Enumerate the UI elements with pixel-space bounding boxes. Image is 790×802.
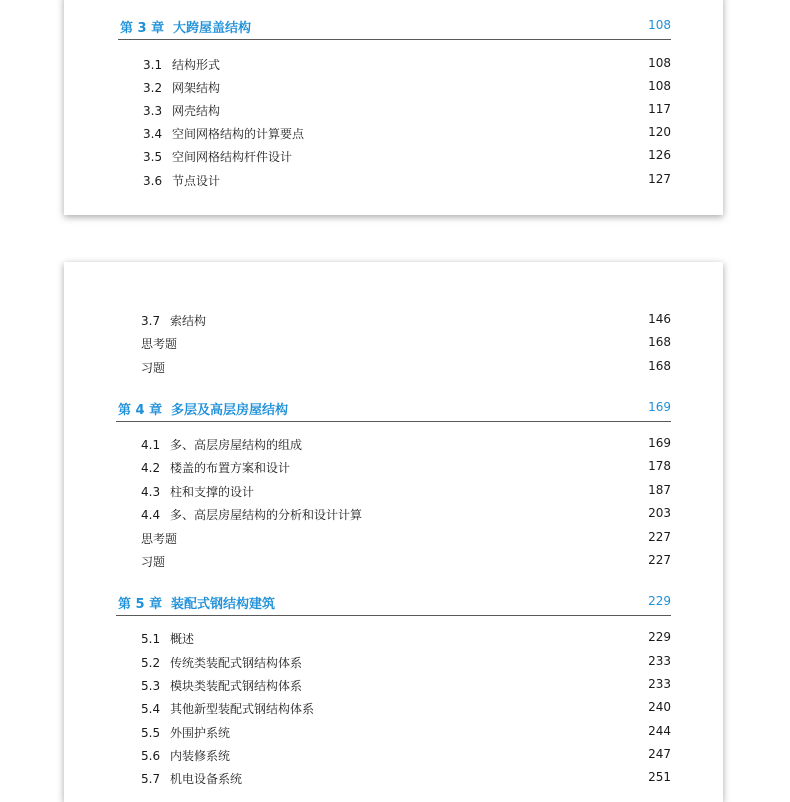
section-number: 3.3: [143, 104, 163, 118]
section-title: 习题: [141, 555, 166, 569]
section-page: 127: [648, 172, 671, 186]
section-title: 思考题: [141, 337, 178, 351]
section-title: 机电设备系统: [170, 772, 243, 786]
section-title: 结构形式: [172, 58, 221, 72]
section-number: 3.2: [143, 81, 163, 95]
section-number: 5.7: [141, 772, 161, 786]
toc-entry-3-7[interactable]: [64, 312, 723, 332]
section-page: 146: [648, 312, 671, 326]
chapter-page: 169: [648, 400, 671, 414]
section-number: 3.4: [143, 127, 163, 141]
section-title: 模块类装配式钢结构体系: [170, 679, 303, 693]
section-page: 168: [648, 359, 671, 373]
section-title: 内装修系统: [170, 749, 231, 763]
toc-entry-4-4[interactable]: [64, 506, 723, 526]
section-page: 117: [648, 102, 671, 116]
section-page: 229: [648, 630, 671, 644]
section-page: 178: [648, 459, 671, 473]
toc-entry-3-5[interactable]: [64, 148, 723, 168]
section-page: 187: [648, 483, 671, 497]
section-number: 5.5: [141, 726, 161, 740]
toc-entry-4-2[interactable]: [64, 459, 723, 479]
section-number: 3.6: [143, 174, 163, 188]
section-page: 233: [648, 677, 671, 691]
section-number: 4.2: [141, 461, 161, 475]
section-number: 5.1: [141, 632, 161, 646]
section-page: 203: [648, 506, 671, 520]
section-page: 227: [648, 530, 671, 544]
section-number: 5.2: [141, 656, 161, 670]
toc-entry-ch4-exercises[interactable]: [64, 553, 723, 573]
chapter-5-heading[interactable]: [116, 593, 671, 616]
chapter-3-heading: [118, 17, 671, 40]
toc-entry-ch3-exercises[interactable]: [64, 359, 723, 379]
chapter-title: 大跨屋盖结构: [173, 21, 252, 36]
section-title: 思考题: [141, 532, 178, 546]
chapter-number: 第 3 章: [120, 21, 165, 36]
toc-entry-5-1[interactable]: [64, 630, 723, 650]
section-number: 4.3: [141, 485, 161, 499]
section-page: 126: [648, 148, 671, 162]
section-page: 233: [648, 654, 671, 668]
section-number: 5.4: [141, 702, 161, 716]
toc-entry-3-3[interactable]: [64, 102, 723, 122]
section-title: 网架结构: [172, 81, 221, 95]
section-title: 空间网格结构杆件设计: [172, 150, 293, 164]
section-title: 楼盖的布置方案和设计: [170, 461, 291, 475]
toc-entry-5-7[interactable]: [64, 770, 723, 790]
section-page: 168: [648, 335, 671, 349]
chapter-4-heading[interactable]: [116, 399, 671, 422]
toc-entry-3-6[interactable]: [64, 172, 723, 192]
section-title: 空间网格结构的计算要点: [172, 127, 305, 141]
section-number: 3.1: [143, 58, 163, 72]
chapter-title: 多层及高层房屋结构: [171, 403, 289, 418]
section-page: 227: [648, 553, 671, 567]
section-title: 习题: [141, 361, 166, 375]
section-number: 5.3: [141, 679, 161, 693]
toc-entry-ch3-questions[interactable]: [64, 335, 723, 355]
toc-entry-5-3[interactable]: [64, 677, 723, 697]
section-page: 244: [648, 724, 671, 738]
section-page: 247: [648, 747, 671, 761]
toc-page-2: [64, 262, 723, 802]
toc-entry-3-4[interactable]: [64, 125, 723, 145]
section-title: 多、高层房屋结构的组成: [170, 438, 303, 452]
section-page: 240: [648, 700, 671, 714]
section-number: 3.5: [143, 150, 163, 164]
section-title: 索结构: [170, 314, 207, 328]
chapter-page: 229: [648, 594, 671, 608]
toc-entry-4-3[interactable]: [64, 483, 723, 503]
section-number: 5.6: [141, 749, 161, 763]
section-number: 3.7: [141, 314, 161, 328]
chapter-number: 第 4 章: [118, 403, 163, 418]
section-page: 108: [648, 79, 671, 93]
section-page: 120: [648, 125, 671, 139]
section-page: 108: [648, 56, 671, 70]
toc-entry-ch4-questions[interactable]: [64, 530, 723, 550]
toc-entry-4-1[interactable]: [64, 436, 723, 456]
section-title: 节点设计: [172, 174, 221, 188]
section-number: 4.4: [141, 508, 161, 522]
toc-entry-5-5[interactable]: [64, 724, 723, 744]
section-page: 251: [648, 770, 671, 784]
section-title: 柱和支撑的设计: [170, 485, 255, 499]
section-title: 概述: [170, 632, 195, 646]
chapter-number: 第 5 章: [118, 597, 163, 612]
chapter-title: 装配式钢结构建筑: [171, 597, 276, 612]
section-title: 外围护系统: [170, 726, 231, 740]
section-number: 4.1: [141, 438, 161, 452]
section-title: 传统类装配式钢结构体系: [170, 656, 303, 670]
toc-entry-3-1[interactable]: [64, 56, 723, 76]
section-page: 169: [648, 436, 671, 450]
section-title: 多、高层房屋结构的分析和设计计算: [170, 508, 363, 522]
toc-entry-5-2[interactable]: [64, 654, 723, 674]
toc-page-1: [64, 0, 723, 215]
section-title: 其他新型装配式钢结构体系: [170, 702, 315, 716]
chapter-page: 108: [648, 18, 671, 32]
toc-entry-5-6[interactable]: [64, 747, 723, 767]
toc-entry-5-4[interactable]: [64, 700, 723, 720]
section-title: 网壳结构: [172, 104, 221, 118]
toc-entry-3-2[interactable]: [64, 79, 723, 99]
